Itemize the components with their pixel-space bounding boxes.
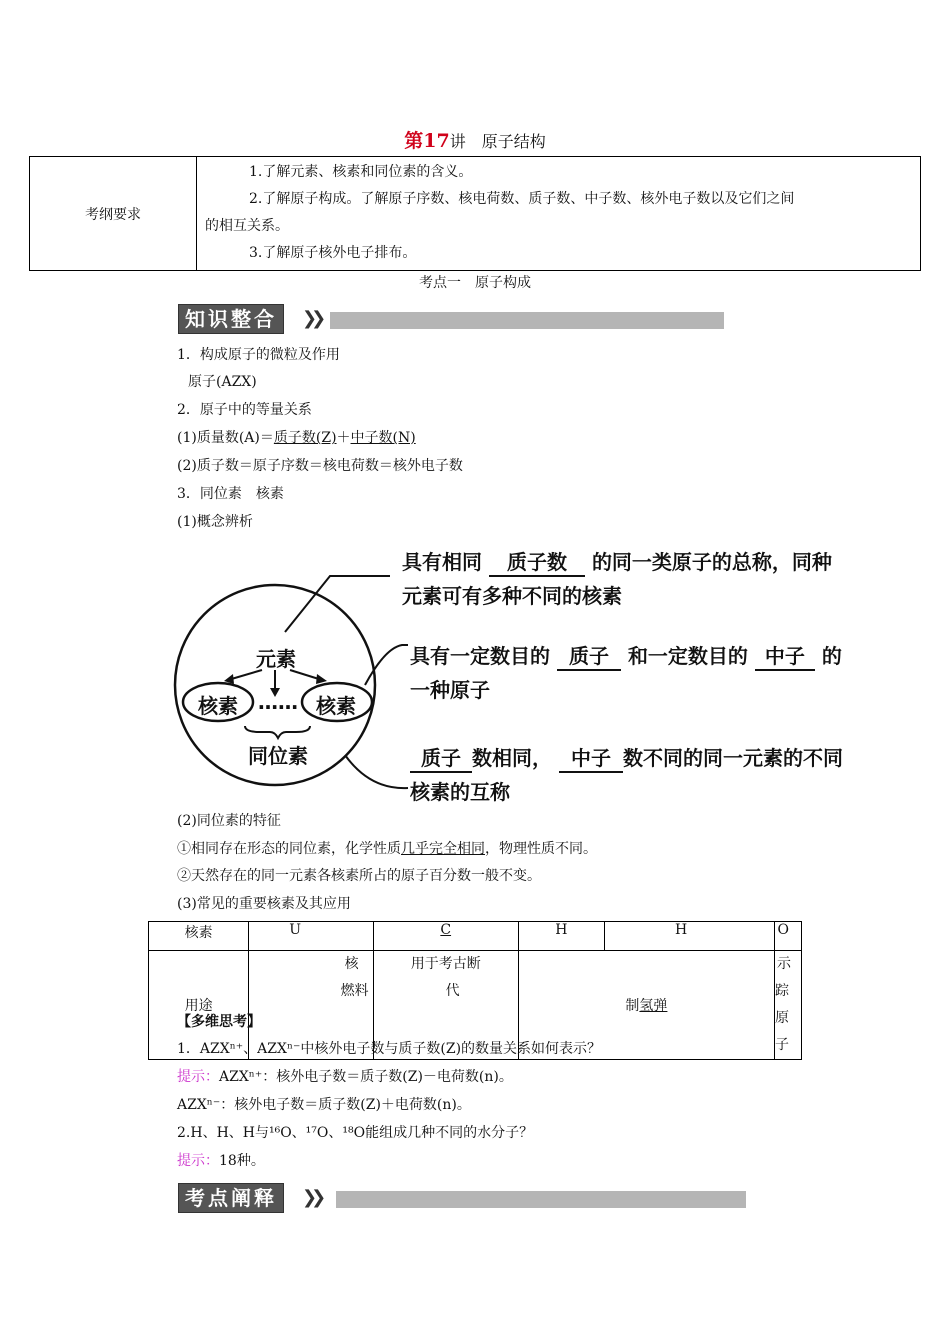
nuclide-table: 核素 U C H H O 用途 核 燃料 用于考古断 代 制氢弹 示 踪原子: [148, 921, 802, 1060]
think-heading: 【多维思考】: [177, 1014, 261, 1030]
requirements-table: [29, 156, 921, 271]
section-heading: 考点一 原子构成: [419, 275, 531, 291]
diagram-nuclide-left: 核素: [198, 694, 238, 718]
element-definition: 具有相同 质子数 的同一类原子的总称，同种: [402, 546, 832, 577]
nuclide-definition: 具有一定数目的 质子 和一定数目的 中子 的: [410, 640, 842, 671]
chevron-icon: ❯❯: [302, 308, 321, 329]
diagram-nuclide-right: 核素: [316, 694, 356, 718]
banner-knowledge: 知识整合 ❯❯: [178, 304, 726, 332]
page-title: 第17讲 原子结构: [404, 130, 546, 152]
diagram-isotope: 同位素: [248, 744, 308, 768]
req-items: 1.了解元素、核素和同位素的含义。 2.了解原子构成。了解原子序数、核电荷数、质子数、中子数、核外电子数以及它们之间 的相互关系。 3.了解原子核外电子排布。: [197, 157, 921, 271]
chevron-icon: ❯❯: [302, 1187, 321, 1208]
isotope-definition: 质子 数相同， 中子 数不同的同一元素的不同: [410, 742, 843, 773]
banner-explanation: 考点阐释 ❯❯: [178, 1183, 748, 1211]
req-label: 考纲要求: [30, 157, 197, 271]
mass-number-line: (1)质量数(A)＝质子数(Z)＋中子数(N): [177, 430, 416, 446]
diagram-element: 元素: [256, 647, 296, 671]
diagram-dots: ……: [258, 690, 298, 714]
